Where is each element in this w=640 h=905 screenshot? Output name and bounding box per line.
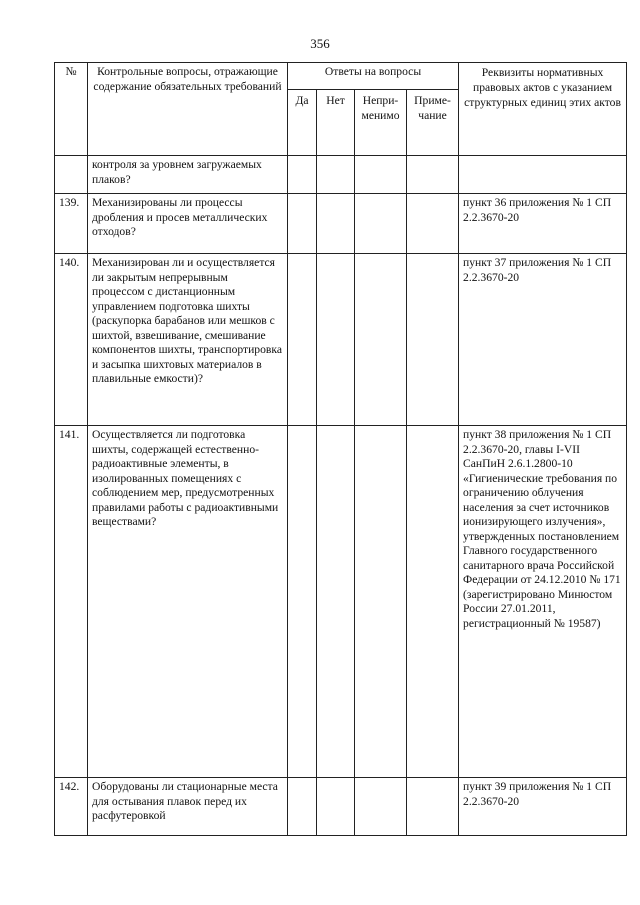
answer-yes-cell[interactable] (288, 778, 317, 836)
answer-not-applicable-cell[interactable] (355, 254, 407, 426)
row-reference: пункт 37 приложения № 1 СП 2.2.3670-20 (459, 254, 627, 426)
answer-note-cell[interactable] (407, 194, 459, 254)
answer-yes-cell[interactable] (288, 156, 317, 194)
row-reference: пункт 38 приложения № 1 СП 2.2.3670-20, главы I-VII СанПиН 2.6.1.2800-10 «Гигиенические требования по ограничению облучения населения за счет источников ионизирующего излучения», утвержденных постановлением Главного государственного санитарного врача Российской Федерации от 24.12.2010 № 171 (зарегистрировано Минюстом России 27.01.2011, регистрационный № 19587) (459, 426, 627, 778)
answer-note-cell[interactable] (407, 778, 459, 836)
header-refs: Реквизиты нормативных правовых актов с указанием структурных единиц этих актов (459, 63, 627, 156)
page-number: 356 (310, 36, 330, 51)
table-row (55, 254, 627, 426)
row-question: Осуществляется ли подготовка шихты, содержащей естественно-радиоактивные элементы, в изолированных помещениях с соблюдением мер, предусмотренных правилами работы с радиоактивными веществами? (88, 426, 288, 778)
row-question: Механизированы ли процессы дробления и просев металлических отходов? (88, 194, 288, 254)
answer-no-cell[interactable] (317, 426, 355, 778)
answer-note-cell[interactable] (407, 426, 459, 778)
row-reference: пункт 36 приложения № 1 СП 2.2.3670-20 (459, 194, 627, 254)
row-reference (459, 156, 627, 194)
answer-not-applicable-cell[interactable] (355, 156, 407, 194)
row-number (55, 156, 88, 194)
row-question: Оборудованы ли стационарные места для остывания плавок перед их расфутеровкой (88, 778, 288, 836)
row-number: 139. (55, 194, 88, 254)
row-reference: пункт 39 приложения № 1 СП 2.2.3670-20 (459, 778, 627, 836)
answer-note-cell[interactable] (407, 156, 459, 194)
header-answers-group: Ответы на вопросы (288, 63, 459, 90)
table-row (55, 778, 627, 836)
header-row-1 (55, 63, 627, 90)
header-questions: Контрольные вопросы, отражающие содержание обязательных требований (88, 63, 288, 156)
table-row (55, 156, 627, 194)
answer-no-cell[interactable] (317, 194, 355, 254)
answer-no-cell[interactable] (317, 254, 355, 426)
answer-not-applicable-cell[interactable] (355, 194, 407, 254)
header-note: Приме-чание (407, 90, 459, 156)
answer-not-applicable-cell[interactable] (355, 426, 407, 778)
table-row (55, 426, 627, 778)
answer-not-applicable-cell[interactable] (355, 778, 407, 836)
checklist-table (54, 62, 627, 836)
table-row (55, 194, 627, 254)
row-number: 141. (55, 426, 88, 778)
row-number: 142. (55, 778, 88, 836)
row-question: Механизирован ли и осуществляется ли закрытым непрерывным процессом с дистанционным управлением подготовка шихты (раскупорка барабанов или мешков с шихтой, взвешивание, смешивание компонентов шихты, транспортировка и засыпка шихтовых материалов в плавильные емкости)? (88, 254, 288, 426)
answer-note-cell[interactable] (407, 254, 459, 426)
answer-no-cell[interactable] (317, 778, 355, 836)
header-num: № (55, 63, 88, 156)
row-number: 140. (55, 254, 88, 426)
answer-yes-cell[interactable] (288, 194, 317, 254)
header-not-applicable: Непри-менимо (355, 90, 407, 156)
header-no: Нет (317, 90, 355, 156)
answer-yes-cell[interactable] (288, 426, 317, 778)
answer-no-cell[interactable] (317, 156, 355, 194)
answer-yes-cell[interactable] (288, 254, 317, 426)
row-question: контроля за уровнем загружаемых плаков? (88, 156, 288, 194)
header-yes: Да (288, 90, 317, 156)
